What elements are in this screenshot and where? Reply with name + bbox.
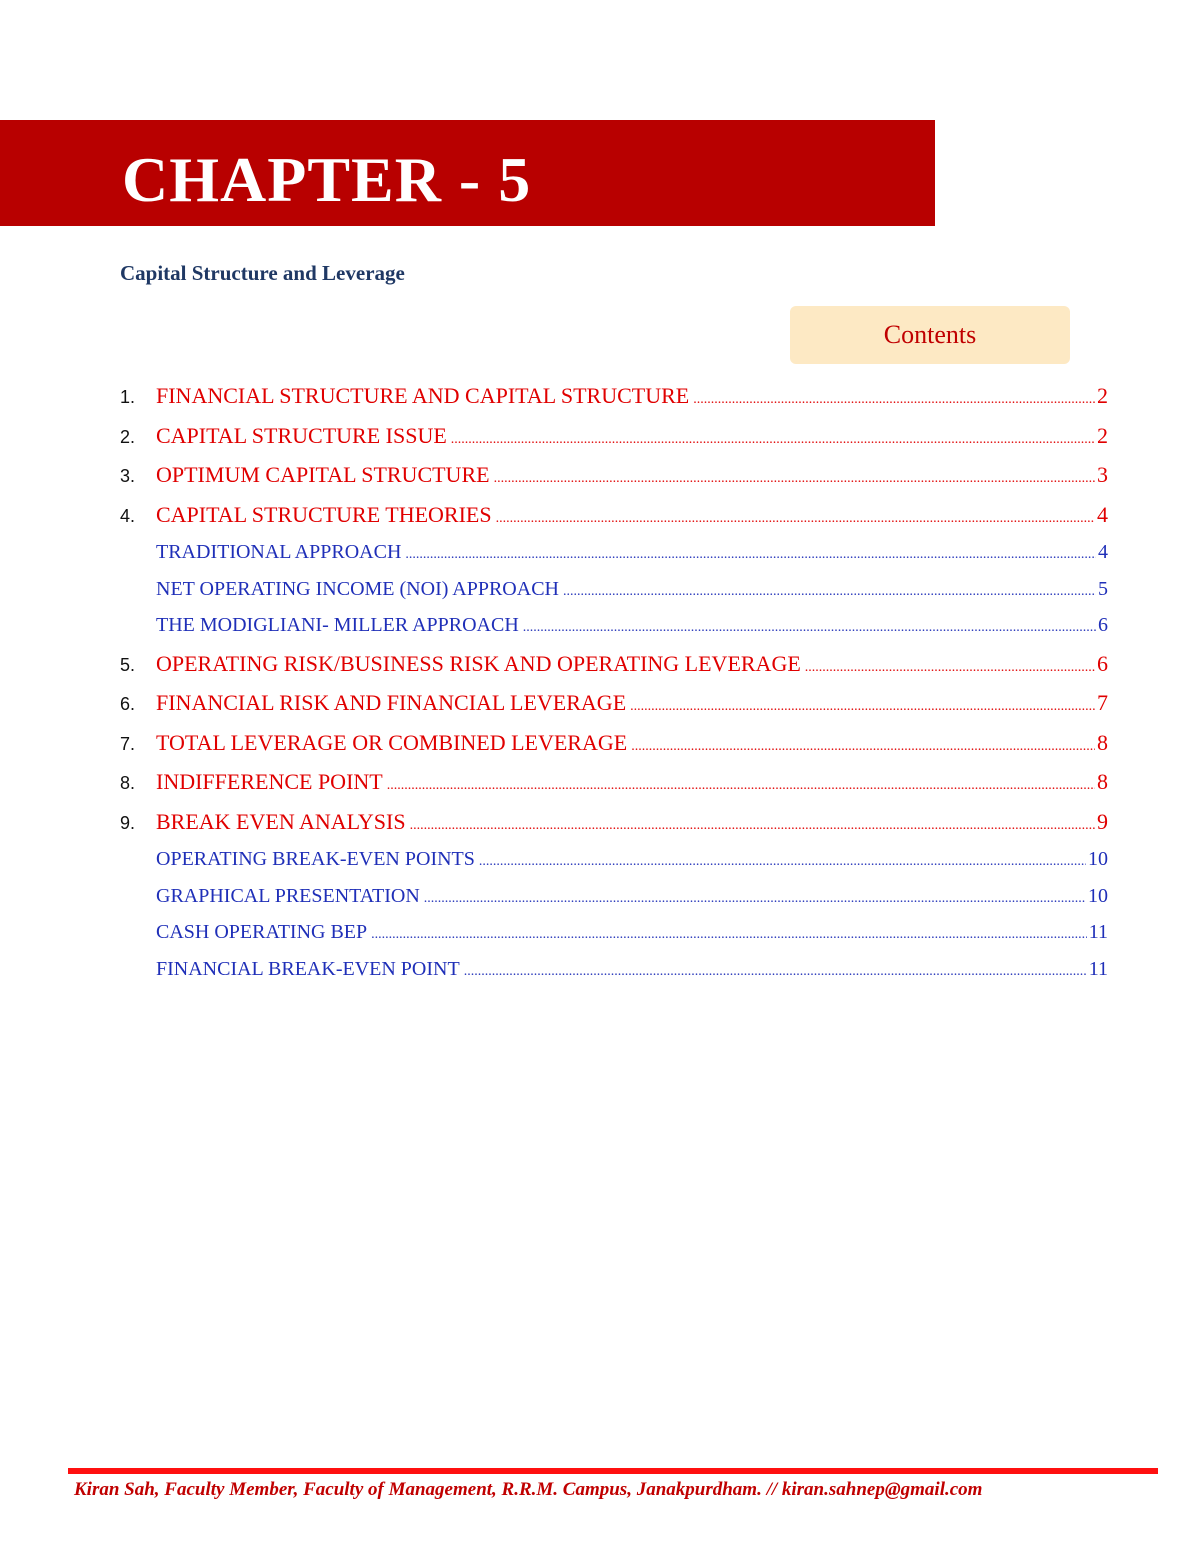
toc-dot-leader (451, 420, 1095, 460)
toc-entry-page[interactable]: 4 (1097, 501, 1108, 527)
toc-entry-title[interactable]: BREAK EVEN ANALYSIS (156, 808, 406, 834)
toc-dot-leader (631, 727, 1095, 767)
toc-entry-number: 3. (120, 466, 136, 486)
toc-entry[interactable] (120, 802, 1108, 842)
toc-dot-leader (805, 648, 1095, 688)
toc-entry-page[interactable]: 11 (1088, 921, 1108, 943)
toc-entry-page[interactable]: 2 (1097, 383, 1108, 408)
toc-entry-title[interactable]: OPERATING RISK/BUSINESS RISK AND OPERATING LEVERAGE (156, 650, 801, 676)
toc-entry-number: 7. (120, 733, 136, 754)
chapter-subtitle: Capital Structure and Leverage (120, 261, 405, 285)
toc-dot-leader (563, 574, 1096, 611)
toc-entry[interactable] (120, 878, 1108, 915)
toc-entry-title[interactable]: FINANCIAL RISK AND FINANCIAL LEVERAGE (156, 690, 627, 715)
toc-entry-page[interactable]: 4 (1098, 541, 1108, 563)
toc-entry[interactable] (120, 495, 1108, 535)
toc-dot-leader (496, 499, 1095, 539)
toc-entry-title[interactable]: CAPITAL STRUCTURE THEORIES (156, 501, 492, 527)
toc-entry-page[interactable]: 9 (1097, 808, 1108, 834)
toc-entry-page[interactable]: 11 (1088, 957, 1108, 980)
toc-entry[interactable] (120, 951, 1108, 988)
toc-entry-page[interactable]: 5 (1098, 577, 1108, 600)
toc-entry-title[interactable]: TRADITIONAL APPROACH (156, 541, 402, 563)
toc-entry-title[interactable]: FINANCIAL BREAK-EVEN POINT (156, 957, 460, 980)
toc-entry-number: 6. (120, 694, 136, 714)
toc-entry[interactable] (120, 914, 1108, 951)
toc-dot-leader (410, 806, 1095, 846)
toc-entry-title[interactable]: CAPITAL STRUCTURE ISSUE (156, 422, 447, 448)
contents-heading-label: Contents (883, 320, 977, 349)
toc-entry[interactable] (120, 534, 1108, 571)
toc-entry-number: 8. (120, 773, 136, 793)
toc-dot-leader (464, 954, 1087, 991)
toc-entry-page[interactable]: 8 (1097, 729, 1108, 755)
toc-dot-leader (630, 687, 1095, 727)
toc-entry-title[interactable]: GRAPHICAL PRESENTATION (156, 884, 420, 907)
toc-entry[interactable] (120, 644, 1108, 684)
toc-entry-page[interactable]: 10 (1088, 848, 1108, 870)
toc-entry[interactable] (120, 723, 1108, 763)
footer-credit: Kiran Sah, Faculty Member, Faculty of Management, R.R.M. Campus, Janakpurdham. // kiran.sahnep@gmail.com (74, 1479, 983, 1500)
toc-entry-page[interactable]: 8 (1097, 769, 1108, 794)
toc-entry[interactable] (120, 841, 1108, 878)
toc-entry-title[interactable]: THE MODIGLIANI- MILLER APPROACH (156, 614, 519, 636)
toc-dot-leader (387, 766, 1095, 806)
toc-entry-number: 2. (120, 426, 136, 447)
toc-entry-page[interactable]: 3 (1097, 462, 1108, 487)
toc-entry-number: 1. (120, 387, 136, 407)
toc-entry-title[interactable]: OPTIMUM CAPITAL STRUCTURE (156, 462, 490, 487)
toc-dot-leader (693, 380, 1095, 420)
toc-entry-page[interactable]: 7 (1097, 690, 1108, 715)
chapter-title: CHAPTER - 5 (122, 144, 532, 215)
toc-entry[interactable] (120, 571, 1108, 608)
toc-entry[interactable] (120, 455, 1108, 495)
toc-dot-leader (405, 537, 1096, 574)
toc-dot-leader (371, 917, 1087, 954)
toc-entry[interactable] (120, 762, 1108, 802)
contents-heading (790, 306, 1070, 364)
toc-entry-title[interactable]: NET OPERATING INCOME (NOI) APPROACH (156, 577, 559, 600)
toc-dot-leader (494, 459, 1095, 499)
toc-entry-page[interactable]: 6 (1097, 650, 1108, 676)
footer-divider (68, 1468, 1158, 1474)
toc-entry-title[interactable]: INDIFFERENCE POINT (156, 769, 383, 794)
toc-entry-number: 4. (120, 505, 136, 526)
toc-dot-leader (479, 844, 1086, 881)
toc-entry-title[interactable]: FINANCIAL STRUCTURE AND CAPITAL STRUCTURE (156, 383, 690, 408)
toc-entry-page[interactable]: 6 (1098, 614, 1108, 636)
table-of-contents (120, 376, 1108, 987)
toc-entry-title[interactable]: CASH OPERATING BEP (156, 921, 368, 943)
toc-entry[interactable] (120, 416, 1108, 456)
toc-dot-leader (523, 610, 1096, 647)
toc-entry[interactable] (120, 376, 1108, 416)
toc-entry-page[interactable]: 10 (1088, 884, 1108, 907)
toc-entry-number: 5. (120, 654, 136, 675)
toc-entry-title[interactable]: TOTAL LEVERAGE OR COMBINED LEVERAGE (156, 729, 628, 755)
toc-entry[interactable] (120, 683, 1108, 723)
toc-entry[interactable] (120, 607, 1108, 644)
toc-entry-title[interactable]: OPERATING BREAK-EVEN POINTS (156, 848, 475, 870)
toc-entry-page[interactable]: 2 (1097, 422, 1108, 448)
toc-entry-number: 9. (120, 812, 136, 833)
toc-dot-leader (424, 881, 1086, 918)
